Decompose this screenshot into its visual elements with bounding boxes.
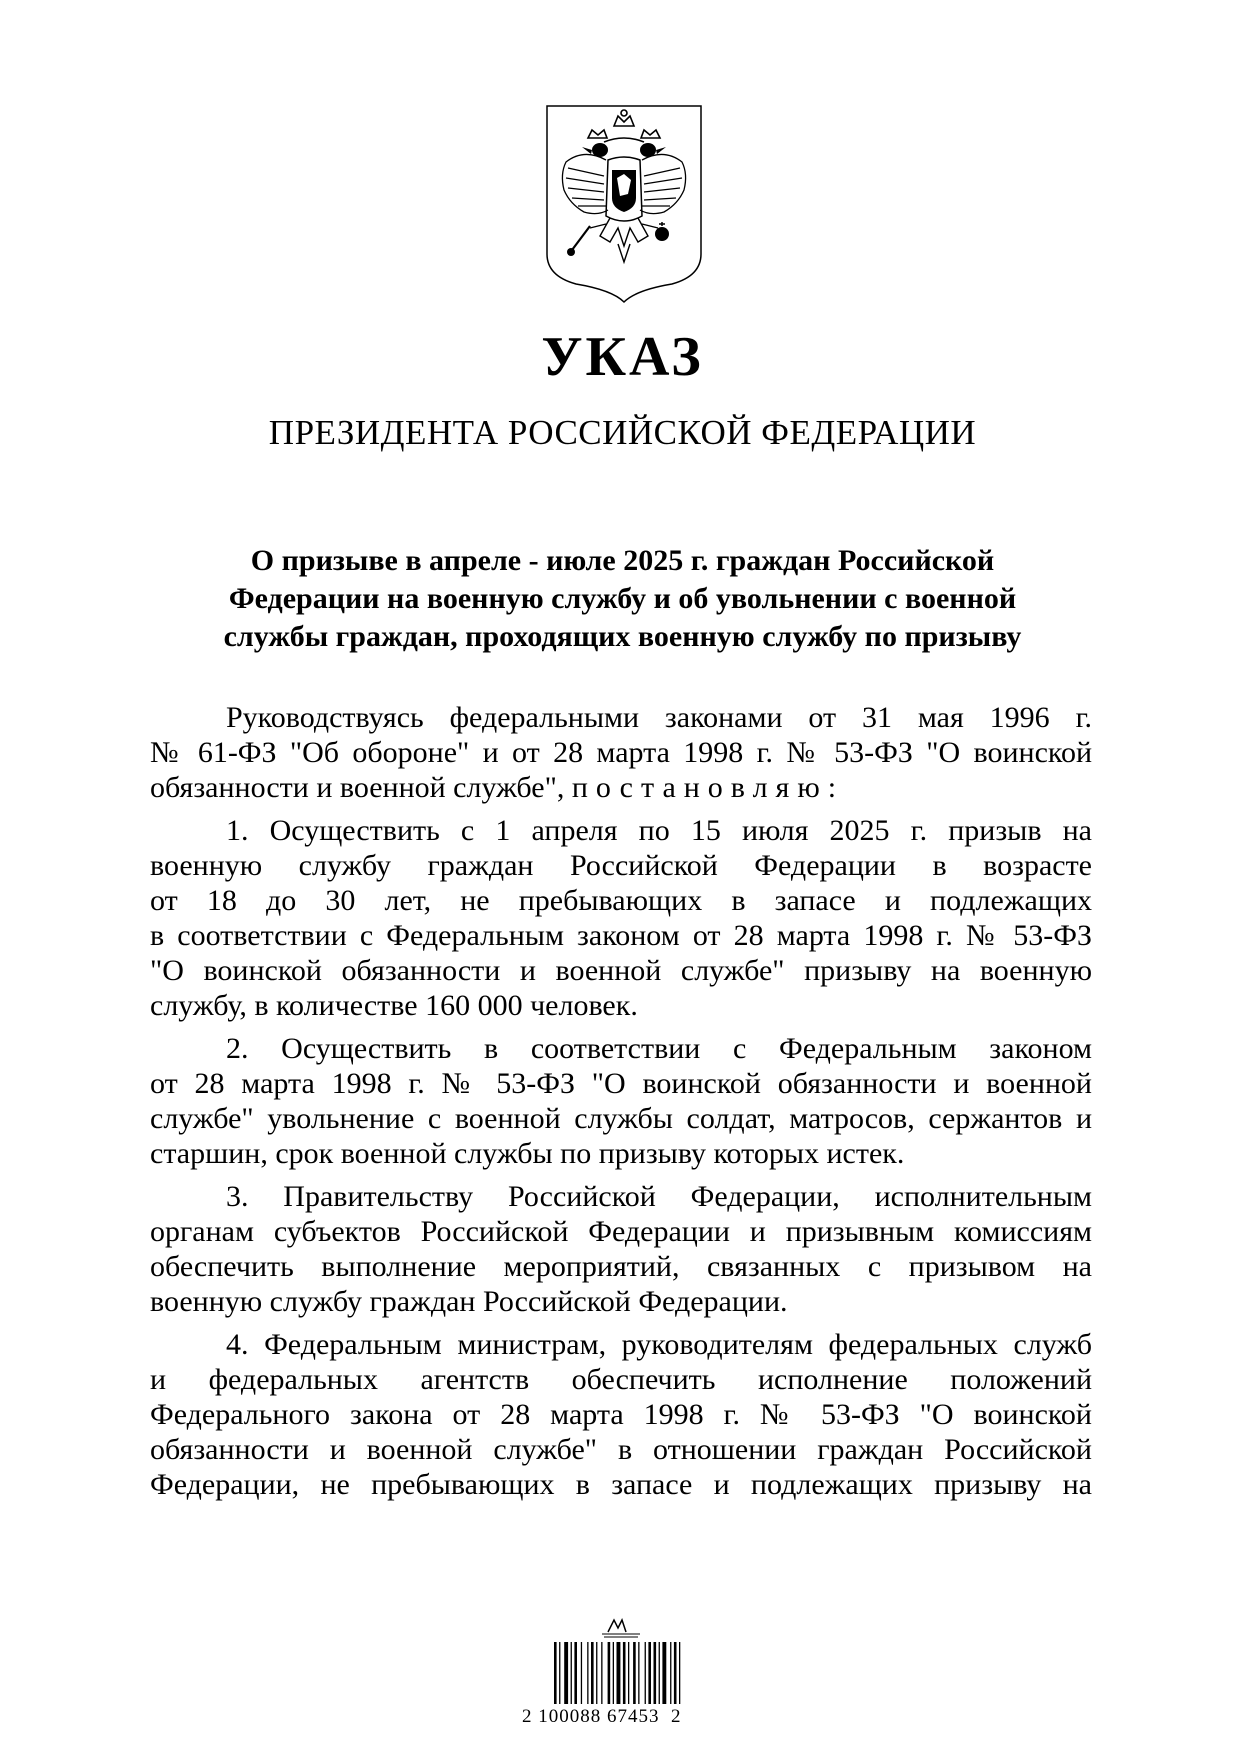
- barcode-bar: [662, 1642, 666, 1704]
- document-type-heading: УКАЗ: [541, 326, 704, 388]
- text-line: от 18 до 30 лет, не пребывающих в запасе и подлежащих: [150, 884, 1092, 917]
- document-barcode: [522, 1612, 722, 1727]
- barcode-bar: [564, 1642, 568, 1704]
- text-line: службу, в количестве 160 000 человек.: [150, 989, 638, 1022]
- barcode-bar: [670, 1642, 671, 1704]
- title-line: Федерации на военную службу и об увольнении с военной: [228, 582, 1017, 615]
- item-1-paragraph: [150, 813, 1092, 1023]
- item-4-paragraph: [150, 1327, 1092, 1502]
- preamble-ending: обязанности и военной службе",: [150, 771, 565, 804]
- barcode-number: 2 100088 67453 2: [522, 1706, 682, 1727]
- barcode-mark-icon: [522, 1612, 722, 1640]
- text-line: военную службу граждан Российской Федерации.: [150, 1285, 788, 1318]
- barcode-bar: [608, 1642, 611, 1704]
- barcode-bar: [571, 1642, 572, 1704]
- text-line: Федерации, не пребывающих в запасе и подлежащих призыву на: [150, 1468, 1092, 1501]
- preamble-paragraph: [150, 700, 1092, 805]
- barcode-bar: [581, 1642, 582, 1704]
- decree-title: [180, 542, 1065, 656]
- title-line: службы граждан, проходящих военную службу по призыву: [223, 620, 1022, 653]
- barcode-bar: [645, 1642, 646, 1704]
- barcode-bar: [574, 1642, 577, 1704]
- text-line: 3. Правительству Российской Федерации, исполнительным: [226, 1180, 1092, 1213]
- barcode-bar: [613, 1642, 614, 1704]
- title-line: О призыве в апреле - июле 2025 г. граждан Российской: [250, 544, 995, 577]
- text-line: обеспечить выполнение мероприятий, связанных с призывом на: [150, 1250, 1092, 1283]
- item-3-paragraph: [150, 1179, 1092, 1319]
- issuer-heading: ПРЕЗИДЕНТА РОССИЙСКОЙ ФЕДЕРАЦИИ: [268, 413, 977, 452]
- decree-body: [150, 700, 1092, 1510]
- coat-of-arms-emblem: [544, 104, 704, 304]
- text-line: от 28 марта 1998 г. № 53-ФЗ "О воинской обязанности и военной: [150, 1067, 1092, 1100]
- text-line: в соответствии с Федеральным законом от 28 марта 1998 г. № 53-ФЗ: [150, 919, 1092, 952]
- barcode-bar: [596, 1642, 597, 1704]
- item-2-paragraph: [150, 1031, 1092, 1171]
- barcode-bar: [623, 1642, 626, 1704]
- barcode-bar: [587, 1642, 588, 1704]
- text-line: органам субъектов Российской Федерации и призывным комиссиям: [150, 1215, 1092, 1248]
- barcode-bar: [559, 1642, 560, 1704]
- text-line: старшин, срок военной службы по призыву которых истек.: [150, 1137, 905, 1170]
- barcode-bar: [654, 1642, 657, 1704]
- text-line: № 61-ФЗ "Об обороне" и от 28 марта 1998 г. № 53-ФЗ "О воинской: [150, 736, 1092, 769]
- barcode-bar: [679, 1642, 680, 1704]
- text-line: военную службу граждан Российской Федерации в возрасте: [150, 849, 1092, 882]
- barcode-bar: [648, 1642, 651, 1704]
- barcode-bar: [638, 1642, 639, 1704]
- barcode-bar: [591, 1642, 594, 1704]
- text-line: "О воинской обязанности и военной службе" призыву на военную: [150, 954, 1092, 987]
- text-line: 2. Осуществить в соответствии с Федеральным законом: [226, 1032, 1092, 1065]
- barcode-bar: [674, 1642, 677, 1704]
- text-line: Руководствуясь федеральными законами от 31 мая 1996 г.: [226, 701, 1092, 734]
- barcode-bar: [628, 1642, 629, 1704]
- barcode-bar: [633, 1642, 636, 1704]
- barcode-bar: [617, 1642, 621, 1704]
- barcode-bar: [601, 1642, 602, 1704]
- barcode-bars: [522, 1642, 722, 1704]
- text-line: 4. Федеральным министрам, руководителям федеральных служб: [226, 1328, 1092, 1361]
- text-line: [150, 770, 1092, 805]
- text-line: службе" увольнение с военной службы солдат, матросов, сержантов и: [150, 1102, 1092, 1135]
- text-line: и федеральных агентств обеспечить исполнение положений: [150, 1363, 1092, 1396]
- barcode-bar: [659, 1642, 660, 1704]
- text-line: Федерального закона от 28 марта 1998 г. № 53-ФЗ "О воинской: [150, 1398, 1092, 1431]
- barcode-bar: [554, 1642, 557, 1704]
- text-line: 1. Осуществить с 1 апреля по 15 июля 2025 г. призыв на: [226, 814, 1092, 847]
- russian-coat-of-arms-icon: [544, 104, 704, 304]
- decree-verb: постановляю:: [571, 771, 845, 804]
- text-line: обязанности и военной службе" в отношении граждан Российской: [150, 1433, 1092, 1466]
